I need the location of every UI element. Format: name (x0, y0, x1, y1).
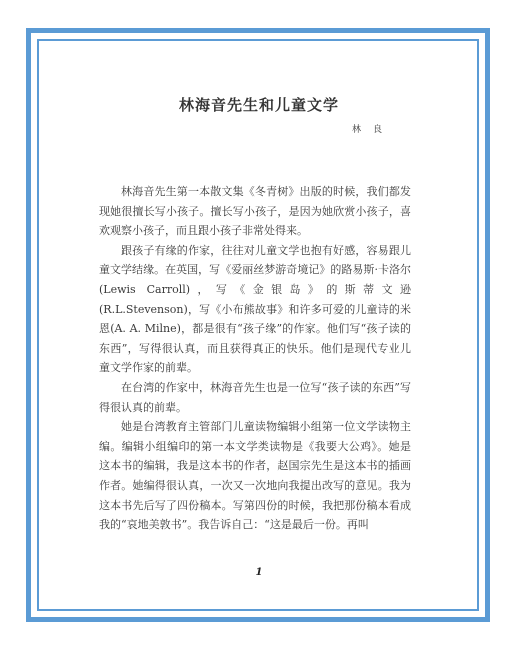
page-number: 1 (255, 567, 263, 578)
paragraph: 跟孩子有缘的作家，往往对儿童文学也抱有好感，容易跟儿童文学结缘。在英国，写《爱丽丝梦游奇境记》的路易斯·卡洛尔(Lewis Carroll)，写《金银岛》的斯蒂文逊(R.L.Stevenson)，写《小布熊故事》和许多可爱的儿童诗的米恩(A. A. Milne)，都是很有“孩子缘”的作家。他们写“孩子读的东西”，写得很认真，而且获得真正的快乐。他们是现代专业儿童文学作家的前辈。 (99, 243, 411, 375)
article-body (99, 182, 411, 535)
author-name: 林良 (352, 125, 395, 135)
paragraph: 她是台湾教育主管部门儿童读物编辑小组第一位文学读物主编。编辑小组编印的第一本文学类读物是《我要大公鸡》。她是这本书的编辑，我是这本书的作者，赵国宗先生是这本书的插画作者。她编得很认真，一次又一次地向我提出改写的意见。我为这本书先后写了四份稿本。写第四份的时候，我把那份稿本看成我的“哀地美敦书”。我告诉自己：“这是最后一份。再叫 (99, 420, 411, 532)
paragraph: 在台湾的作家中，林海音先生也是一位写“孩子读的东西”写得很认真的前辈。 (99, 380, 411, 414)
paragraph: 林海音先生第一本散文集《冬青树》出版的时候，我们都发现她很擅长写小孩子。擅长写小孩子，是因为她欣赏小孩子，喜欢观察小孩子，而且跟小孩子非常处得来。 (99, 185, 411, 238)
article-title: 林海音先生和儿童文学 (178, 96, 339, 114)
